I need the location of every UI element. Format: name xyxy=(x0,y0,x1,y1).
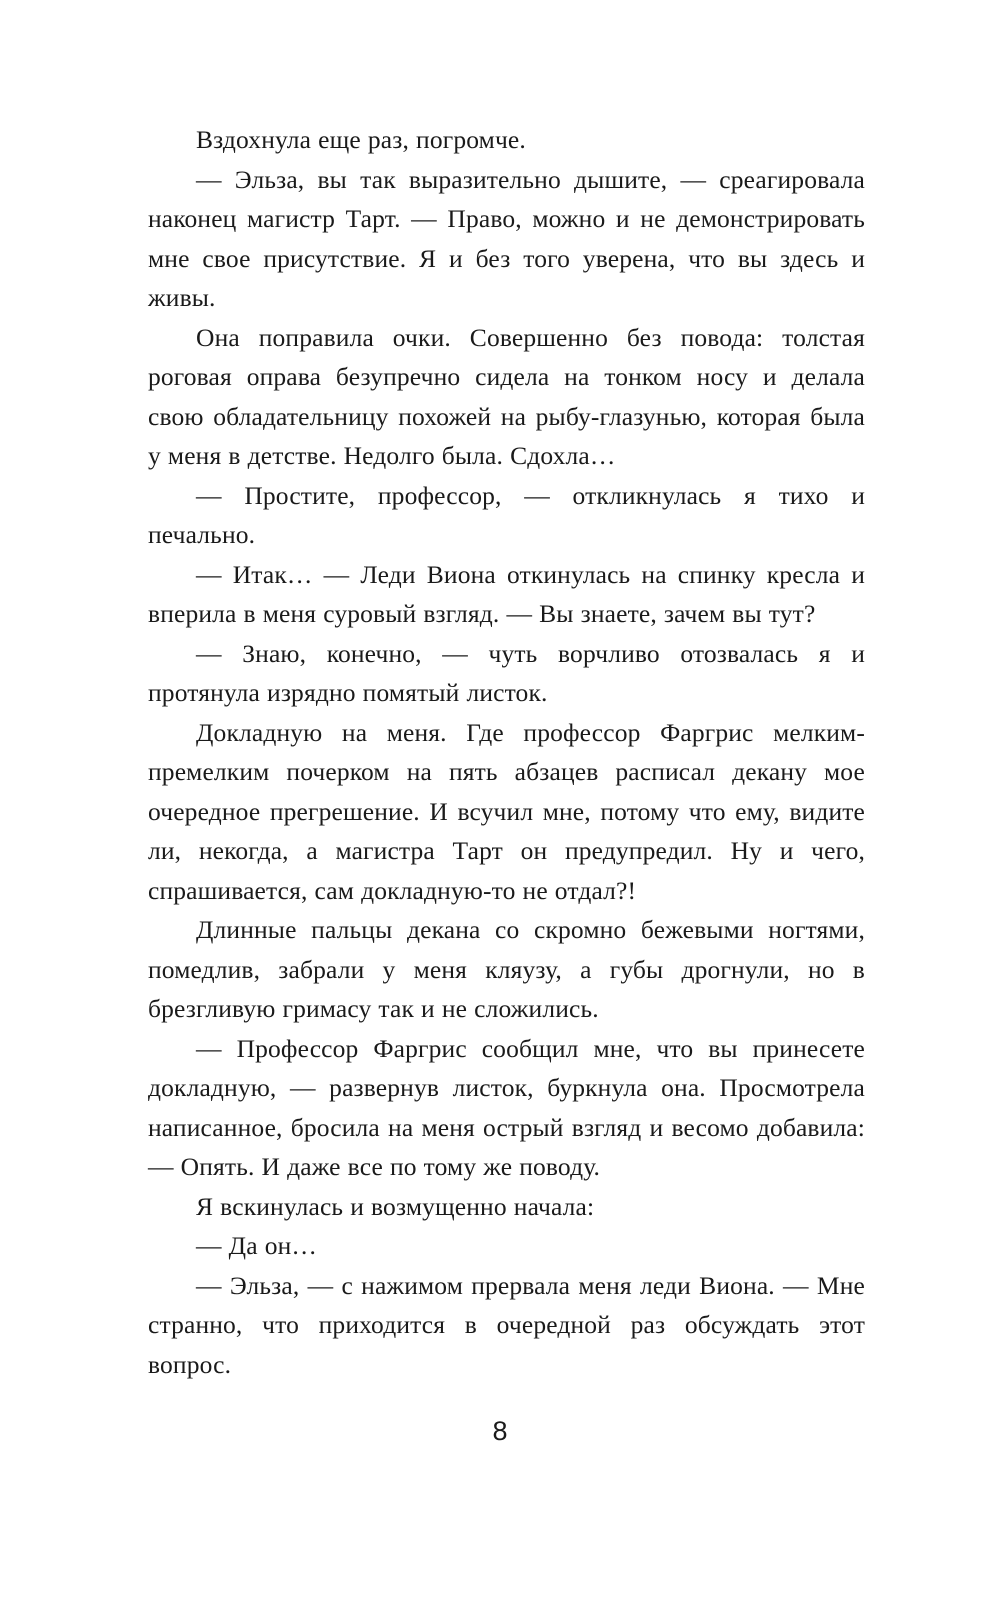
paragraph: — Профессор Фаргрис сообщил мне, что вы принесете докладную, — развернув листок, буркнула она. Просмотрела написанное, бросила на меня острый взгляд и весомо добавила: — Опять. И даже все по тому же поводу. xyxy=(148,1033,865,1181)
paragraph: — Эльза, вы так выразительно дышите, — среагировала наконец магистр Тарт. — Право, можно и не демонстрировать мне свое присутствие. Я и без того уверена, что вы здесь и живы. xyxy=(148,164,865,312)
paragraph: — Да он… xyxy=(196,1231,318,1260)
paragraph: Я вскинулась и возмущенно начала: xyxy=(196,1191,595,1221)
paragraph: Докладную на меня. Где профессор Фаргрис мелким-премелким почерком на пять абзацев расписал декану мое очередное прегрешение. И всучил мне, потому что ему, видите ли, некогда, а магистра Тарт он предупредил. Ну и чего, спрашивается, сам докладную-то не отдал?! xyxy=(148,717,865,905)
paragraph: — Итак… — Леди Виона откинулась на спинку кресла и вперила в меня суровый взгляд. — Вы знаете, зачем вы тут? xyxy=(148,559,865,628)
page-number: 8 xyxy=(492,1416,508,1446)
paragraph: — Знаю, конечно, — чуть ворчливо отозвалась я и протянула изрядно помятый листок. xyxy=(148,638,865,707)
paragraph: — Простите, профессор, — откликнулась я тихо и печально. xyxy=(148,480,865,549)
paragraph: — Эльза, — с нажимом прервала меня леди Виона. — Мне странно, что приходится в очередной раз обсуждать этот вопрос. xyxy=(148,1270,865,1379)
paragraph: Она поправила очки. Совершенно без повода: толстая роговая оправа безупречно сидела на тонком носу и делала свою обладательницу похожей на рыбу-глазунью, которая была у меня в детстве. Недолго была. Сдохла… xyxy=(148,322,865,470)
paragraph: Длинные пальцы декана со скромно бежевыми ногтями, помедлив, забрали у меня кляузу, а губы дрогнули, но в брезгливую гримасу так и не сложились. xyxy=(148,915,865,1023)
paragraph: Вздохнула еще раз, погромче. xyxy=(196,125,526,154)
page-body-text xyxy=(148,120,865,1384)
